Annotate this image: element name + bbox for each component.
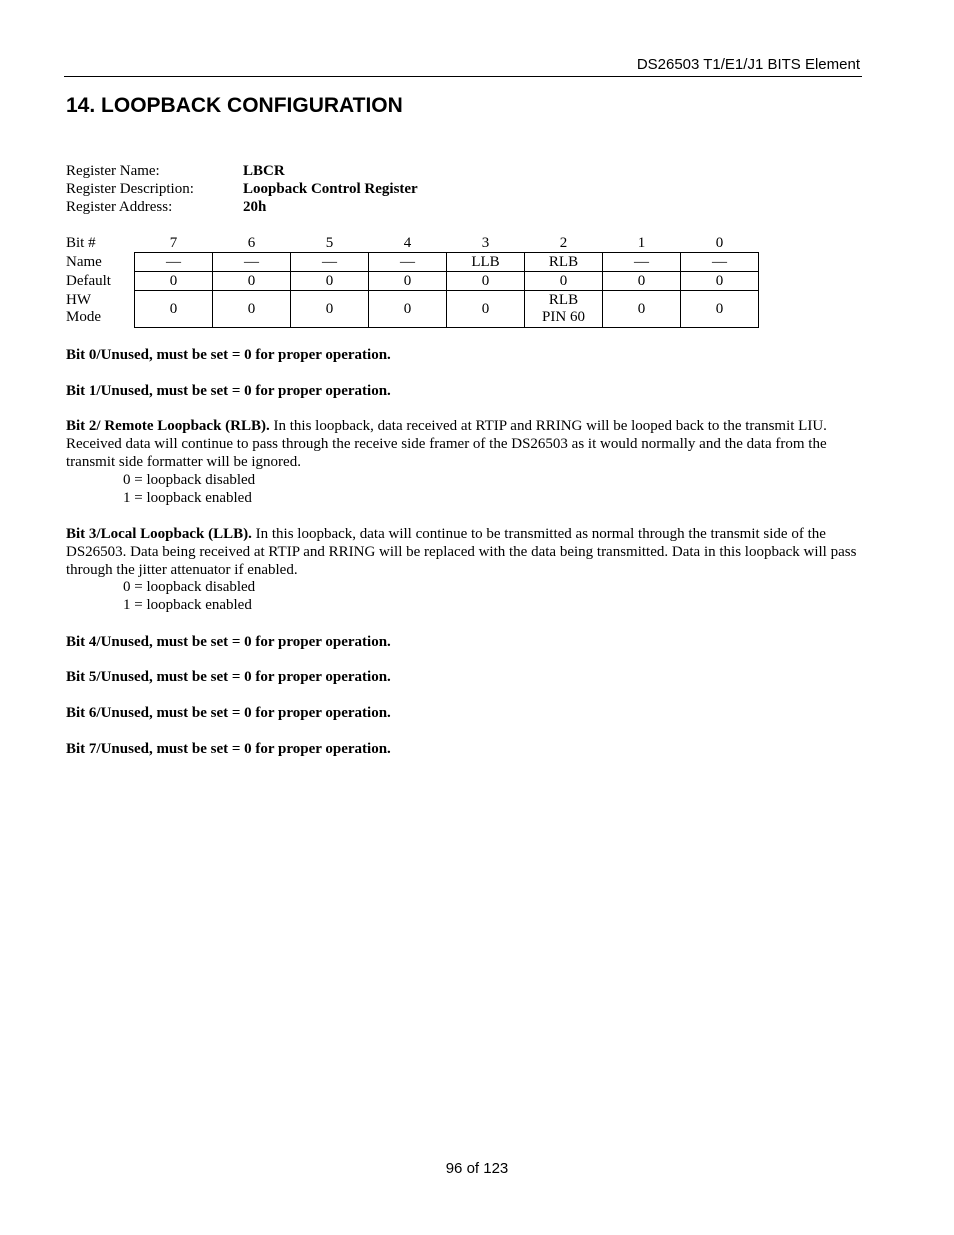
register-description-label: Register Description: bbox=[66, 181, 194, 197]
bit-hw-mode-cell: 0 bbox=[681, 291, 759, 328]
bit2-option-1: 1 = loopback enabled bbox=[123, 490, 252, 506]
register-name-label: Register Name: bbox=[66, 163, 160, 179]
bit-number-cell: 2 bbox=[559, 234, 568, 251]
register-name-value: LBCR bbox=[243, 163, 285, 179]
bit-number-cell: 4 bbox=[403, 234, 412, 251]
bit-hw-mode-label bbox=[66, 291, 135, 328]
bit-number-cell: 7 bbox=[169, 234, 178, 251]
bit-default-label: Default bbox=[66, 272, 111, 289]
bit-default-cell: 0 bbox=[135, 272, 213, 291]
bit-default-cell: 0 bbox=[525, 272, 603, 291]
header-divider bbox=[64, 76, 862, 77]
bit3-heading: Bit 3/Local Loopback (LLB). bbox=[66, 526, 252, 542]
bit-name-cell: RLB bbox=[525, 253, 603, 272]
bit2-description bbox=[66, 417, 864, 471]
bit2-heading: Bit 2/ Remote Loopback (RLB). bbox=[66, 418, 270, 434]
bit-default-cell: 0 bbox=[603, 272, 681, 291]
hw-label-line1: HW bbox=[66, 292, 91, 308]
bit4-text: Bit 4/Unused, must be set = 0 for proper operation. bbox=[66, 634, 391, 650]
bit0-description bbox=[66, 346, 864, 364]
bit3-option-0: 0 = loopback disabled bbox=[123, 579, 256, 595]
register-info bbox=[66, 162, 418, 216]
bit5-description bbox=[66, 668, 864, 686]
bit6-text: Bit 6/Unused, must be set = 0 for proper operation. bbox=[66, 705, 391, 721]
bit-hw-mode-cell: 0 bbox=[369, 291, 447, 328]
page-number: 96 of 123 bbox=[445, 1160, 509, 1177]
bit2-option-0: 0 = loopback disabled bbox=[123, 472, 256, 488]
bit0-text: Bit 0/Unused, must be set = 0 for proper operation. bbox=[66, 347, 391, 363]
register-address-label: Register Address: bbox=[66, 199, 173, 215]
bit-name-row bbox=[66, 253, 759, 272]
bit-hw-mode-cell-rlb bbox=[525, 291, 603, 328]
bit-default-cell: 0 bbox=[291, 272, 369, 291]
bit-name-cell: — bbox=[369, 253, 447, 272]
bit6-description bbox=[66, 704, 864, 722]
bit-number-cell: 1 bbox=[637, 234, 646, 251]
bit7-text: Bit 7/Unused, must be set = 0 for proper operation. bbox=[66, 741, 391, 757]
bit-hw-mode-cell: 0 bbox=[603, 291, 681, 328]
hw-mode-rlb-line2: PIN 60 bbox=[542, 309, 585, 325]
bit-name-cell: LLB bbox=[447, 253, 525, 272]
bit-number-cell: 6 bbox=[247, 234, 256, 251]
bit-default-cell: 0 bbox=[213, 272, 291, 291]
bit-name-cell: — bbox=[135, 253, 213, 272]
bit5-text: Bit 5/Unused, must be set = 0 for proper operation. bbox=[66, 669, 391, 685]
bit4-description bbox=[66, 633, 864, 651]
bit-number-row bbox=[66, 234, 759, 253]
register-address-value: 20h bbox=[243, 199, 267, 215]
register-name-row bbox=[66, 162, 418, 180]
bit-number-cell: 0 bbox=[715, 234, 724, 251]
bit-name-cell: — bbox=[291, 253, 369, 272]
bit1-description bbox=[66, 382, 864, 400]
bit-name-cell: — bbox=[681, 253, 759, 272]
hw-mode-rlb-line1: RLB bbox=[548, 292, 579, 308]
bit-number-label: Bit # bbox=[66, 234, 96, 251]
document-header-title: DS26503 T1/E1/J1 BITS Element bbox=[636, 56, 860, 73]
register-address-row bbox=[66, 198, 418, 216]
bit-number-cell: 5 bbox=[325, 234, 334, 251]
bit3-description bbox=[66, 525, 864, 579]
bit-hw-mode-cell: 0 bbox=[213, 291, 291, 328]
bit3-option-1: 1 = loopback enabled bbox=[123, 597, 252, 613]
register-description-row bbox=[66, 180, 418, 198]
bit-name-label: Name bbox=[66, 253, 102, 270]
bit-hw-mode-row bbox=[66, 291, 759, 328]
bit3-body: In this loopback, data will continue to be transmitted as normal through the transmit side of the DS26503. Data being received at RTIP and RRING will be replaced with the data being transmitted. Data in this loopback will pass through the jitter attenuator if enabled. bbox=[66, 526, 857, 578]
bit-name-cell: — bbox=[213, 253, 291, 272]
register-bit-table bbox=[66, 234, 759, 328]
bit-hw-mode-cell: 0 bbox=[135, 291, 213, 328]
bit-number-cell: 3 bbox=[481, 234, 490, 251]
bit-default-cell: 0 bbox=[681, 272, 759, 291]
section-title: 14. LOOPBACK CONFIGURATION bbox=[66, 94, 403, 117]
bit7-description bbox=[66, 740, 864, 758]
bit-hw-mode-cell: 0 bbox=[291, 291, 369, 328]
register-description-value: Loopback Control Register bbox=[243, 181, 418, 197]
bit-name-cell: — bbox=[603, 253, 681, 272]
bit-default-cell: 0 bbox=[447, 272, 525, 291]
bit-hw-mode-cell: 0 bbox=[447, 291, 525, 328]
bit-default-cell: 0 bbox=[369, 272, 447, 291]
bit1-text: Bit 1/Unused, must be set = 0 for proper operation. bbox=[66, 383, 391, 399]
bit-default-row bbox=[66, 272, 759, 291]
bit2-body: In this loopback, data received at RTIP and RRING will be looped back to the transmit LIU. Received data will continue to pass through the receive side framer of the DS26503 as it would normally and the data from the transmit side formatter will be ignored. bbox=[66, 418, 827, 470]
hw-label-line2: Mode bbox=[66, 309, 101, 325]
